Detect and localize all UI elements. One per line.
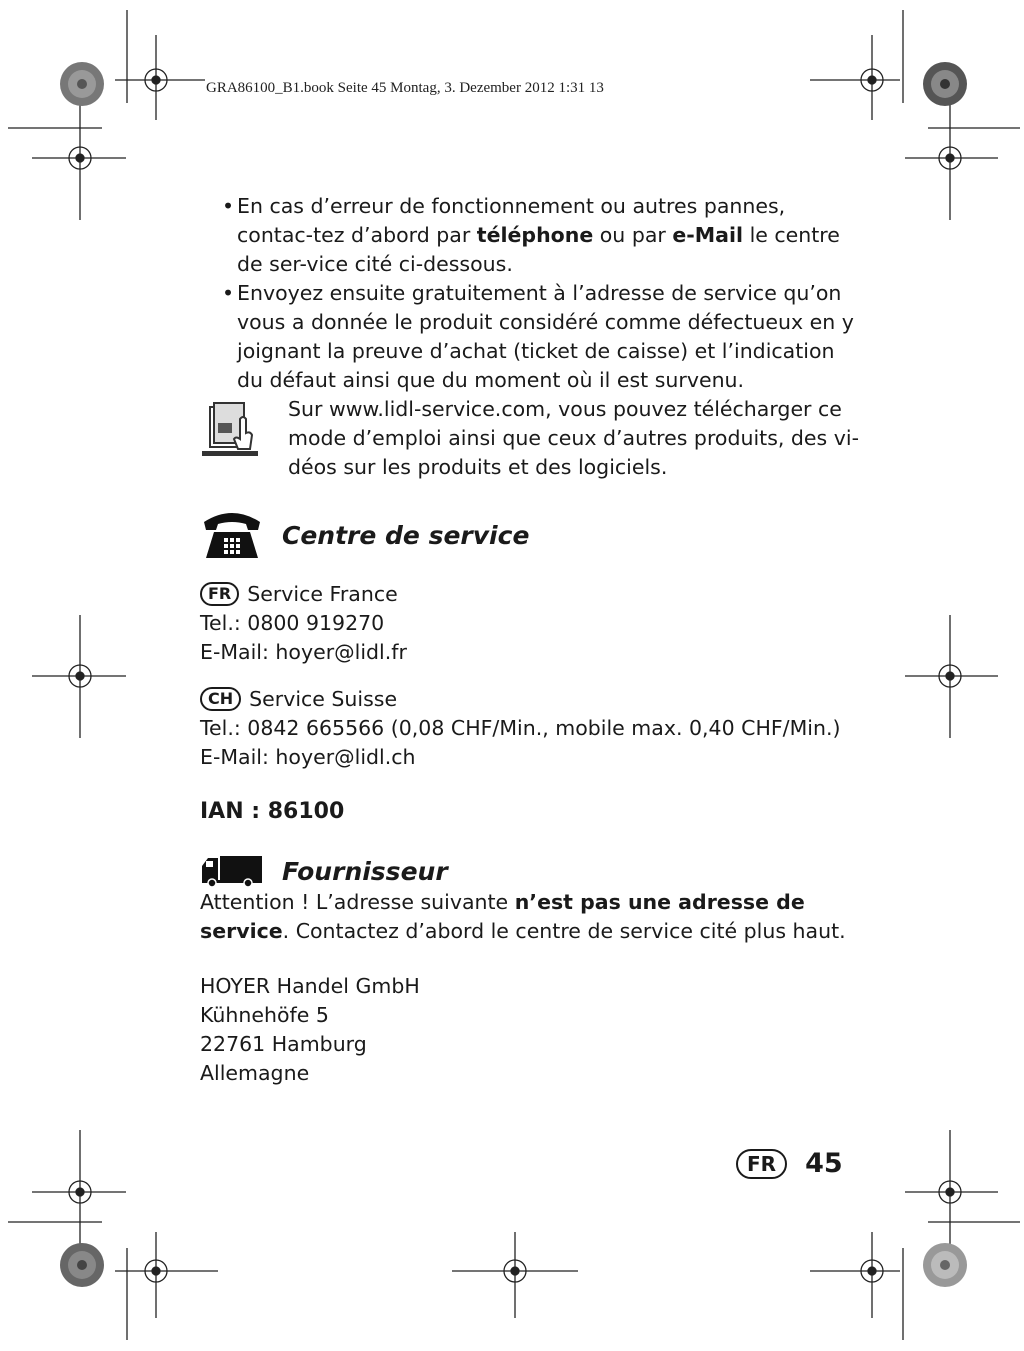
bullet-bold-phone: téléphone — [476, 223, 594, 247]
supplier-title: Fournisseur — [282, 856, 448, 886]
supplier-heading — [200, 854, 860, 888]
supplier-attention — [200, 888, 860, 946]
attention-text: . Contactez d’abord le centre de service cité plus haut. — [282, 919, 846, 943]
print-header-line: GRA86100_B1.book Seite 45 Montag, 3. Dezember 2012 1:31 13 — [206, 80, 604, 96]
attention-bold: n’est pas une adresse de service — [200, 890, 805, 943]
attention-text: Attention ! L’adresse suivante — [200, 890, 515, 914]
bullet-dot: • — [222, 194, 235, 218]
bullet-dot: • — [222, 281, 235, 305]
service-center-heading — [200, 508, 860, 562]
service-phone: Tel.: 0842 665566 (0,08 CHF/Min., mobile max. 0,40 CHF/Min.) — [200, 716, 841, 740]
bullet-send-product — [200, 279, 860, 395]
service-center-title: Centre de service — [282, 520, 530, 550]
language-badge: FR — [736, 1149, 787, 1179]
telephone-icon — [200, 508, 264, 562]
service-france — [200, 580, 860, 667]
truck-icon — [200, 854, 264, 888]
service-label: Service Suisse — [249, 687, 398, 711]
address-line: HOYER Handel GmbH — [200, 974, 420, 998]
country-badge-ch: CH — [200, 687, 241, 711]
address-line: Kühnehöfe 5 — [200, 1003, 329, 1027]
bullet-text: ou par — [593, 223, 673, 247]
service-label: Service France — [247, 582, 398, 606]
bullet-text: En cas d’erreur de fonctionnement ou autres pannes, contac-tez d’abord par — [237, 194, 786, 247]
country-badge-fr: FR — [200, 582, 239, 606]
download-info-text: Sur www.lidl-service.com, vous pouvez télécharger ce mode d’emploi ainsi que ceux d’autres produits, des vi-déos sur les produits et des logiciels. — [288, 397, 859, 479]
ian-number: IAN : 86100 — [200, 799, 345, 824]
address-line: 22761 Hamburg — [200, 1032, 367, 1056]
page-content — [200, 192, 860, 1088]
address-line: Allemagne — [200, 1061, 310, 1085]
service-email: E-Mail: hoyer@lidl.ch — [200, 745, 416, 769]
service-suisse — [200, 685, 860, 772]
download-info — [288, 395, 860, 482]
service-email: E-Mail: hoyer@lidl.fr — [200, 640, 407, 664]
bullet-contact — [200, 192, 860, 279]
bullet-text: Envoyez ensuite gratuitement à l’adresse de service qu’on vous a donnée le produit considéré comme défectueux en y joignant la preuve d’achat (ticket de caisse) et l’indication du défaut ainsi que du moment où il est survenu. — [237, 281, 854, 392]
service-phone: Tel.: 0800 919270 — [200, 611, 385, 635]
page-footer — [736, 1148, 843, 1179]
bullet-bold-email: e-Mail — [672, 223, 744, 247]
page-number: 45 — [805, 1148, 843, 1179]
bullet-text: le centre de ser-vice cité ci-dessous. — [237, 223, 840, 276]
manual-download-icon — [200, 401, 260, 459]
supplier-address — [200, 972, 860, 1088]
